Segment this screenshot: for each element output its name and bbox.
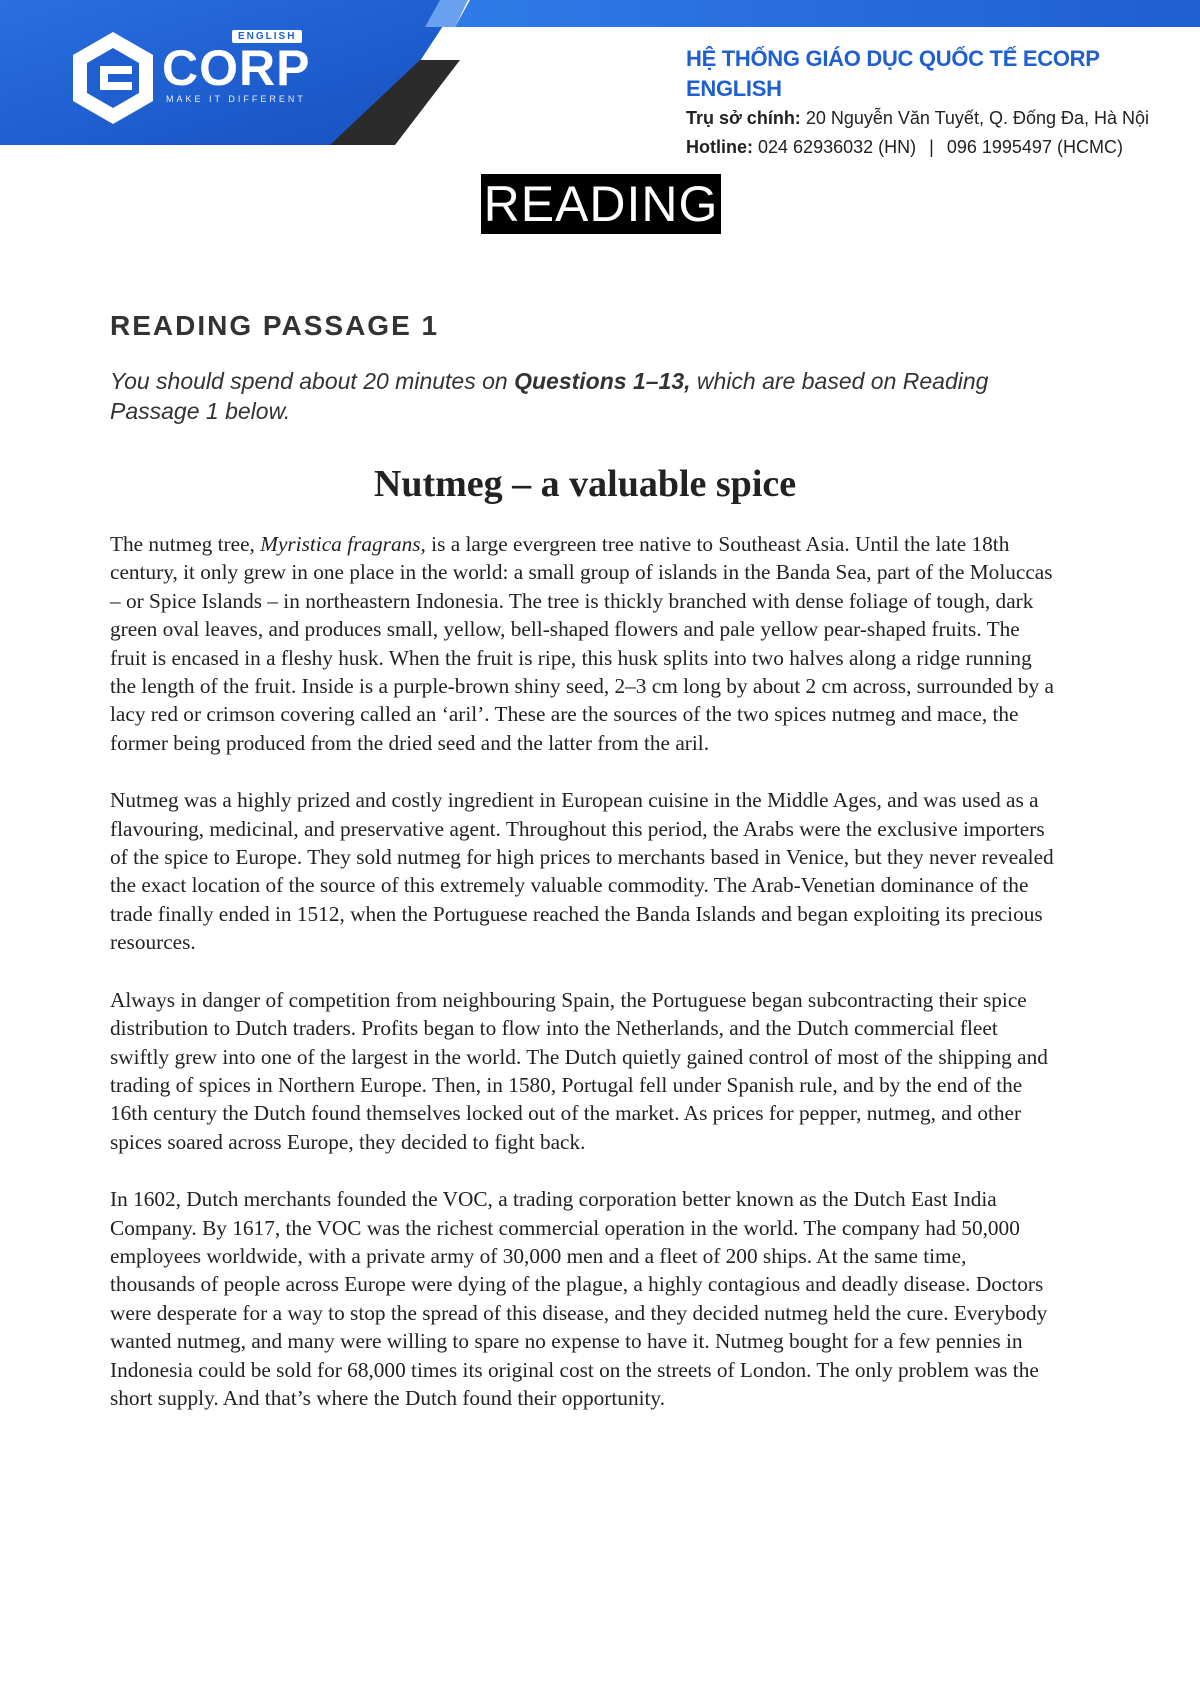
hotline-hn: 024 62936032 (HN): [758, 137, 917, 157]
paragraph-1-start: The nutmeg tree,: [110, 532, 261, 556]
instructions-text-end: which are based on Reading Passage 1 below.: [110, 368, 989, 424]
hotline-line: [686, 133, 1156, 162]
logo-wordmark: CORP: [162, 40, 311, 96]
instructions-questions: Questions 1–13,: [514, 368, 691, 394]
paragraph-1: [110, 530, 1055, 757]
paragraph-1-rest: , is a large evergreen tree native to Southeast Asia. Until the late 18th century, it only grew in one place in the world: a small group of islands in the Banda Sea, part of the Moluccas – or Spice Islands – in northeastern Indonesia. The tree is thickly branched with dense foliage of tough, dark green oval leaves, and produces small, yellow, bell-shaped flowers and pale yellow pear-shaped fruits. The fruit is encased in a fleshy husk. When the fruit is ripe, this husk splits into two halves along a ridge running the length of the fruit. Inside is a purple-brown shiny seed, 2–3 cm long by about 2 cm across, surrounded by a lacy red or crimson covering called an ‘aril’. These are the sources of the two spices nutmeg and mace, the former being produced from the dried seed and the latter from the aril.: [110, 532, 1054, 755]
article-title: Nutmeg – a valuable spice: [373, 463, 797, 505]
hotline-separator: |: [929, 137, 934, 157]
passage-label: READING PASSAGE 1: [110, 310, 440, 341]
paragraph-3: Always in danger of competition from neighbouring Spain, the Portuguese began subcontracting their spice distribution to Dutch traders. Profits began to flow into the Netherlands, and the Dutch commercial fleet swiftly grew into one of the largest in the world. The Dutch quietly gained control of most of the shipping and trading of spices in Northern Europe. Then, in 1580, Portugal fell under Spanish rule, and by the end of the 16th century the Dutch found themselves locked out of the market. As prices for pepper, nutmeg, and other spices soared across Europe, they decided to fight back.: [110, 987, 1048, 1154]
article-body: [110, 530, 1055, 1441]
scientific-name: Myristica fragrans: [260, 532, 421, 556]
organization-name: HỆ THỐNG GIÁO DỤC QUỐC TẾ ECORP ENGLISH: [686, 46, 1100, 101]
hexagon-e-icon: [70, 30, 156, 126]
logo-tagline: MAKE IT DIFFERENT: [166, 94, 306, 104]
address-line: [686, 104, 1156, 133]
address-value: 20 Nguyễn Văn Tuyết, Q. Đống Đa, Hà Nội: [805, 108, 1150, 128]
page-header: [0, 0, 1200, 157]
organization-info: [686, 44, 1156, 162]
paragraph-4: In 1602, Dutch merchants founded the VOC, a trading corporation better known as the Dutch East India Company. By 1617, the VOC was the richest commercial operation in the world. The company had 50,000 employees worldwide, with a private army of 30,000 men and a fleet of 200 ships. At the same time, thousands of people across Europe were dying of the plague, a highly contagious and deadly disease. Doctors were desperate for a way to stop the spread of this disease, and they decided nutmeg held the cure. Everybody wanted nutmeg, and many were willing to spare no expense to have it. Nutmeg bought for a few pennies in Indonesia could be sold for 68,000 times its original cost on the streets of London. The only problem was the short supply. And that’s where the Dutch found their opportunity.: [110, 1187, 1048, 1410]
section-title: READING: [481, 174, 721, 234]
address-label: Trụ sở chính:: [686, 108, 801, 128]
instructions-text: You should spend about 20 minutes on: [110, 368, 515, 394]
hotline-label: Hotline:: [686, 137, 753, 157]
passage-instructions: [110, 366, 1070, 426]
logo-badge: ENGLISH: [232, 30, 302, 43]
hotline-hcmc: 096 1995497 (HCMC): [946, 137, 1123, 157]
ecorp-logo: [70, 30, 330, 130]
paragraph-2: Nutmeg was a highly prized and costly ingredient in European cuisine in the Middle Ages, and was used as a flavouring, medicinal, and preservative agent. Throughout this period, the Arabs were the exclusive importers of the spice to Europe. They sold nutmeg for high prices to merchants based in Venice, but they never revealed the exact location of the source of this extremely valuable commodity. The Arab-Venetian dominance of the trade finally ended in 1512, when the Portuguese reached the Banda Islands and began exploiting its precious resources.: [110, 788, 1054, 955]
